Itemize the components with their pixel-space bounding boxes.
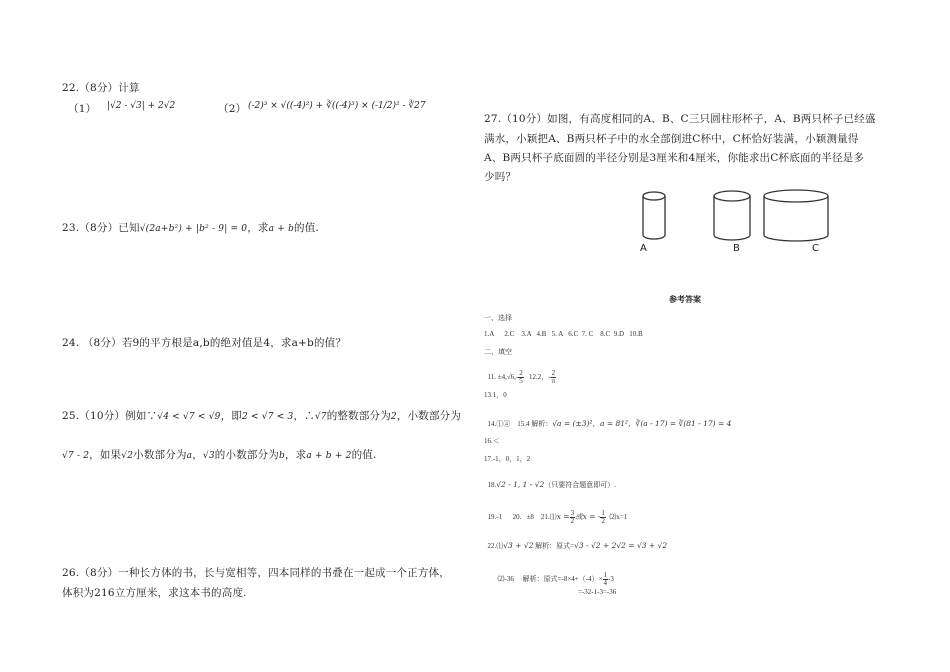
q22-part2-expression: (-2)³ × √((-4)²) + ∛((-4)³) × (-1/2)² - ∛27 xyxy=(248,101,426,111)
cup-b xyxy=(714,191,750,240)
q25-l2-expr4: √3 xyxy=(202,451,215,461)
q23-text-b: ，求 xyxy=(247,222,269,234)
a22-result: √3 + √2 xyxy=(503,541,534,550)
a12-fraction-den: π xyxy=(551,377,556,385)
q25-l1-a: 25.（10分）例如∵ xyxy=(62,410,158,422)
a22-2-fraction-num: 1 xyxy=(603,571,608,579)
a21-x: x = xyxy=(556,512,570,522)
a21-fraction2-num: 1 xyxy=(601,509,605,517)
q22-title: 22.（8分）计算 xyxy=(62,82,140,94)
answers-section-fill: 二、填空 xyxy=(484,348,512,356)
q27-line2: 满水，小颖把A、B两只杯子中的水全部倒进C杯中，C杯恰好装满，小颖测量得 xyxy=(484,133,859,145)
a12-text: 12.2，- xyxy=(523,373,551,382)
q23-condition-expression: √(2a+b²) + |b² - 9| = 0 xyxy=(139,224,248,234)
q26-line1: 26.（8分）一种长方体的书，长与宽相等，四本同样的书叠在一起成一个正方体， xyxy=(62,567,450,579)
q23-text-c: 的值. xyxy=(294,222,319,234)
q25-l2-c: ， xyxy=(192,449,203,461)
q25-l2-expr1: √7 - 2 xyxy=(62,451,90,461)
cup-a xyxy=(643,192,665,239)
q25-l1-expr3: √7 xyxy=(314,412,327,422)
q23-text-a: 23.（8分）已知 xyxy=(62,222,140,234)
a18-note: （只要符合题意即可）. xyxy=(544,481,617,489)
a21-or: 或x = - xyxy=(575,512,601,522)
a21-fraction1-den: 2 xyxy=(570,517,575,525)
cylinder-cups-diagram xyxy=(620,185,840,255)
q22-part1-expression: |√2 - √3| + 2√2 xyxy=(107,101,176,111)
answer-22-result: =-32-1-3=-36 xyxy=(578,588,617,596)
a22-2-fraction-den: 4 xyxy=(603,579,608,587)
q25-l1-c: ，∴ xyxy=(293,410,315,422)
q25-l1-b: ，即 xyxy=(220,410,242,422)
cup-label-c: C xyxy=(812,243,819,254)
q23-target-expression: a + b xyxy=(268,224,295,234)
q25-l2-expr2: √2 xyxy=(121,451,134,461)
a19-text: 19.-1 20. ±8 21.⑴ xyxy=(487,513,557,522)
cup-c xyxy=(764,190,828,241)
q25-l1-expr4: 2 xyxy=(390,412,397,422)
answer-22-part2 xyxy=(494,564,614,587)
q25-l1-d: 的整数部分为 xyxy=(326,410,391,422)
q25-l2-expr3: a xyxy=(186,451,193,461)
answer-17: 17.-1，0，1，2 xyxy=(484,455,531,463)
q25-l2-d: 的小数部分为 xyxy=(214,449,279,461)
cup-label-b: B xyxy=(733,243,740,254)
q23-text xyxy=(62,220,319,235)
a11-fraction-num: 2 xyxy=(519,369,523,377)
answer-13: 13.1，0 xyxy=(484,391,507,399)
q22-part1-label: （1） xyxy=(68,103,97,115)
q25-l1-expr2: 2 < √7 < 3 xyxy=(241,412,294,422)
q25-l1-e: ，小数部分为 xyxy=(396,410,462,422)
q27-line3: A、B两只杯子底面圆的半径分别是3厘米和4厘米，你能求出C杯底面的半径是多 xyxy=(484,152,865,164)
q25-line2 xyxy=(62,447,377,462)
a22-explain: 解析：原式= xyxy=(533,542,575,550)
q25-l2-b: 小数部分为 xyxy=(133,449,187,461)
a22-label: 22.⑴ xyxy=(487,542,504,550)
q27-line4: 少吗？ xyxy=(484,171,517,183)
a11-text: 11. ±4,√6,- xyxy=(487,373,519,382)
a18-expression: √2 - 1, 1 - √2 xyxy=(496,480,545,489)
a12-fraction xyxy=(551,370,557,385)
q25-l2-f: 的值. xyxy=(351,449,377,461)
a11-fraction-den: 5 xyxy=(519,377,523,385)
answer-14-15 xyxy=(484,410,731,429)
a21-fraction2-den: 2 xyxy=(601,517,605,525)
q25-l2-a: ，如果 xyxy=(89,449,122,461)
answers-title: 参考答案 xyxy=(669,295,701,304)
answer-22-part1 xyxy=(484,533,667,551)
a22-working: √3 - √2 + 2√2 = √3 + √2 xyxy=(574,541,668,550)
cup-label-a: A xyxy=(640,243,647,254)
q25-l2-expr5: b xyxy=(279,451,285,461)
a15-expression: √a = (±3)²，a = 81²，∛(a - 17) = ∛(81 - 17) = 4 xyxy=(552,419,732,428)
a21-part2: ⑵x=1 xyxy=(605,513,628,522)
answer-16: 16.＜ xyxy=(484,437,500,445)
q26-line2: 体积为216立方厘米，求这本书的高度. xyxy=(62,587,247,599)
q22-part2-label: （2） xyxy=(218,103,247,115)
answer-19-21 xyxy=(484,502,627,525)
q25-l2-expr6: a + b + 2 xyxy=(306,451,352,461)
q25-l1-expr1: √4 < √7 < √9 xyxy=(157,412,221,422)
q25-line1 xyxy=(62,408,461,423)
answers-section-choice: 一、选择 xyxy=(484,314,512,322)
a12-fraction-num: 2 xyxy=(551,369,556,377)
q27-line1: 27.（10分）如图，有高度相同的A、B、C三只圆柱形杯子，A、B两只杯子已经盛 xyxy=(484,113,876,125)
answers-choices: 1.A 2.C 3.A 4.B 5. A 6.C 7. C 8.C 9.D 10.B xyxy=(484,330,643,338)
a22-2-text: ⑵-36 解析：原式=-8×4+（-4）× xyxy=(497,575,603,584)
answer-18 xyxy=(484,472,616,490)
a18-label: 18. xyxy=(487,481,497,489)
answer-11-12 xyxy=(484,362,556,385)
a14-text: 14.①④ 15.4 解析： xyxy=(487,420,553,428)
q24-text: 24. （8分）若9的平方根是a,b的绝对值是4，求a+b的值？ xyxy=(62,337,347,349)
q25-l2-e: ，求 xyxy=(284,449,307,461)
a21-fraction1-num: 3 xyxy=(570,509,575,517)
a22-2-tail: -3 xyxy=(608,575,614,584)
